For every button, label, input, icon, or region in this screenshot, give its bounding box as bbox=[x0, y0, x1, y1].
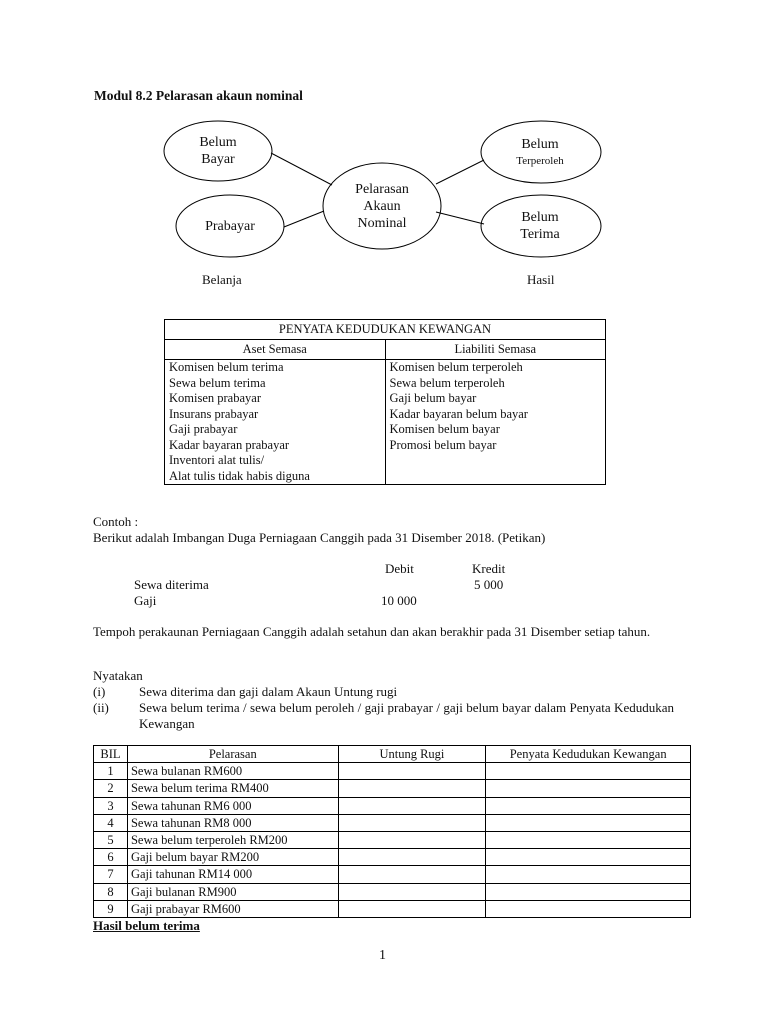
trial-row-credit: 5 000 bbox=[474, 577, 504, 592]
page-title: Modul 8.2 Pelarasan akaun nominal bbox=[94, 88, 303, 103]
state-heading: Nyatakan bbox=[93, 668, 143, 683]
answer-untung-rugi[interactable] bbox=[338, 780, 486, 797]
row-item: Sewa tahunan RM6 000 bbox=[127, 797, 338, 814]
answer-untung-rugi[interactable] bbox=[338, 797, 486, 814]
col-liabiliti-semasa: Liabiliti Semasa bbox=[385, 340, 606, 360]
node-prabayar: Prabayar bbox=[205, 219, 255, 234]
col-debit: Debit bbox=[385, 561, 414, 576]
node-belum-terima-line2: Terima bbox=[520, 227, 560, 242]
answer-penyata[interactable] bbox=[486, 831, 691, 848]
row-bil: 2 bbox=[94, 780, 128, 797]
answer-untung-rugi[interactable] bbox=[338, 883, 486, 900]
table-row bbox=[94, 763, 691, 780]
table-row bbox=[94, 797, 691, 814]
connector-belum-bayar bbox=[271, 153, 332, 185]
label-hasil: Hasil bbox=[527, 272, 555, 287]
answer-untung-rugi[interactable] bbox=[338, 900, 486, 917]
row-item: Gaji bulanan RM900 bbox=[127, 883, 338, 900]
task-text: Sewa diterima dan gaji dalam Akaun Untung rugi bbox=[139, 684, 398, 699]
asset-item: Alat tulis tidak habis diguna bbox=[169, 468, 310, 483]
answer-penyata[interactable] bbox=[486, 900, 691, 917]
row-item: Gaji belum bayar RM200 bbox=[127, 849, 338, 866]
asset-item: Insurans prabayar bbox=[169, 406, 259, 421]
table-row bbox=[94, 866, 691, 883]
liabilities-list bbox=[385, 360, 606, 485]
table-row bbox=[94, 780, 691, 797]
row-bil: 9 bbox=[94, 900, 128, 917]
node-belum-bayar-line2: Bayar bbox=[201, 152, 235, 167]
assets-list bbox=[165, 360, 386, 485]
row-bil: 1 bbox=[94, 763, 128, 780]
liability-item: Komisen belum terperoleh bbox=[389, 360, 523, 374]
connector-belum-terperoleh bbox=[436, 160, 484, 184]
period-text: Tempoh perakaunan Perniagaan Canggih adalah setahun dan akan berakhir pada 31 Disember setiap tahun. bbox=[93, 624, 651, 639]
answer-penyata[interactable] bbox=[486, 780, 691, 797]
node-belum-bayar bbox=[178, 134, 258, 168]
col-kredit: Kredit bbox=[472, 561, 506, 576]
label-belanja: Belanja bbox=[202, 272, 242, 287]
node-belum-terima bbox=[495, 209, 585, 243]
trial-row-label: Gaji bbox=[134, 593, 157, 608]
liability-item: Komisen belum bayar bbox=[389, 422, 500, 436]
balance-sheet-title: PENYATA KEDUDUKAN KEWANGAN bbox=[165, 320, 606, 340]
asset-item: Kadar bayaran prabayar bbox=[169, 437, 290, 452]
answer-untung-rugi[interactable] bbox=[338, 763, 486, 780]
header-bil: BIL bbox=[94, 746, 128, 763]
liability-item: Gaji belum bayar bbox=[389, 391, 477, 405]
node-center-line3: Nominal bbox=[357, 216, 407, 231]
node-center-line2: Akaun bbox=[363, 199, 401, 214]
task-text: Sewa belum terima / sewa belum peroleh / gaji prabayar / gaji belum bayar dalam Penyata Kedudukan Kewangan bbox=[139, 700, 674, 731]
table-row bbox=[94, 814, 691, 831]
example-heading: Contoh : bbox=[93, 514, 139, 529]
row-bil: 8 bbox=[94, 883, 128, 900]
node-belum-terperoleh bbox=[495, 136, 585, 170]
header-penyata: Penyata Kedudukan Kewangan bbox=[486, 746, 691, 763]
node-belum-bayar-line1: Belum bbox=[199, 135, 237, 150]
header-untung-rugi: Untung Rugi bbox=[338, 746, 486, 763]
answer-penyata[interactable] bbox=[486, 797, 691, 814]
table-row bbox=[94, 831, 691, 848]
col-aset-semasa: Aset Semasa bbox=[165, 340, 386, 360]
section-heading: Hasil belum terima bbox=[93, 918, 200, 933]
task-num: (ii) bbox=[93, 700, 109, 715]
node-belum-terperoleh-line2: Terperoleh bbox=[516, 155, 564, 167]
header-pelarasan: Pelarasan bbox=[127, 746, 338, 763]
liability-item: Sewa belum terperoleh bbox=[389, 375, 505, 390]
liability-item: Promosi belum bayar bbox=[389, 437, 497, 452]
liability-item: Kadar bayaran belum bayar bbox=[389, 406, 528, 421]
row-item: Sewa belum terima RM400 bbox=[127, 780, 338, 797]
answer-untung-rugi[interactable] bbox=[338, 849, 486, 866]
row-bil: 4 bbox=[94, 814, 128, 831]
trial-row-debit: 10 000 bbox=[381, 593, 417, 608]
table-row bbox=[94, 883, 691, 900]
trial-row-label: Sewa diterima bbox=[134, 577, 209, 592]
row-bil: 6 bbox=[94, 849, 128, 866]
connector-belum-terima bbox=[436, 212, 484, 224]
concept-diagram bbox=[0, 0, 768, 300]
node-center-line1: Pelarasan bbox=[355, 182, 409, 197]
row-item: Sewa bulanan RM600 bbox=[127, 763, 338, 780]
adjustment-table bbox=[93, 745, 691, 918]
task-num: (i) bbox=[93, 684, 106, 699]
balance-sheet-table bbox=[164, 319, 606, 485]
answer-penyata[interactable] bbox=[486, 763, 691, 780]
example-intro: Berikut adalah Imbangan Duga Perniagaan Canggih pada 31 Disember 2018. (Petikan) bbox=[93, 530, 546, 545]
table-row bbox=[94, 849, 691, 866]
node-center bbox=[337, 181, 427, 232]
asset-item: Sewa belum terima bbox=[169, 375, 266, 390]
answer-penyata[interactable] bbox=[486, 814, 691, 831]
row-item: Sewa tahunan RM8 000 bbox=[127, 814, 338, 831]
answer-untung-rugi[interactable] bbox=[338, 831, 486, 848]
row-item: Gaji prabayar RM600 bbox=[127, 900, 338, 917]
answer-penyata[interactable] bbox=[486, 883, 691, 900]
answer-untung-rugi[interactable] bbox=[338, 814, 486, 831]
answer-untung-rugi[interactable] bbox=[338, 866, 486, 883]
connector-prabayar bbox=[284, 211, 324, 227]
asset-item: Komisen prabayar bbox=[169, 391, 261, 405]
row-bil: 3 bbox=[94, 797, 128, 814]
asset-item: Gaji prabayar bbox=[169, 422, 238, 436]
node-belum-terperoleh-line1: Belum bbox=[521, 137, 559, 152]
row-bil: 5 bbox=[94, 831, 128, 848]
row-item: Gaji tahunan RM14 000 bbox=[127, 866, 338, 883]
row-bil: 7 bbox=[94, 866, 128, 883]
answer-penyata[interactable] bbox=[486, 849, 691, 866]
asset-item: Komisen belum terima bbox=[169, 360, 284, 374]
row-item: Sewa belum terperoleh RM200 bbox=[127, 831, 338, 848]
table-row bbox=[94, 900, 691, 917]
answer-penyata[interactable] bbox=[486, 866, 691, 883]
page-number: 1 bbox=[379, 948, 386, 963]
asset-item: Inventori alat tulis/ bbox=[169, 453, 265, 467]
node-belum-terima-line1: Belum bbox=[521, 210, 559, 225]
